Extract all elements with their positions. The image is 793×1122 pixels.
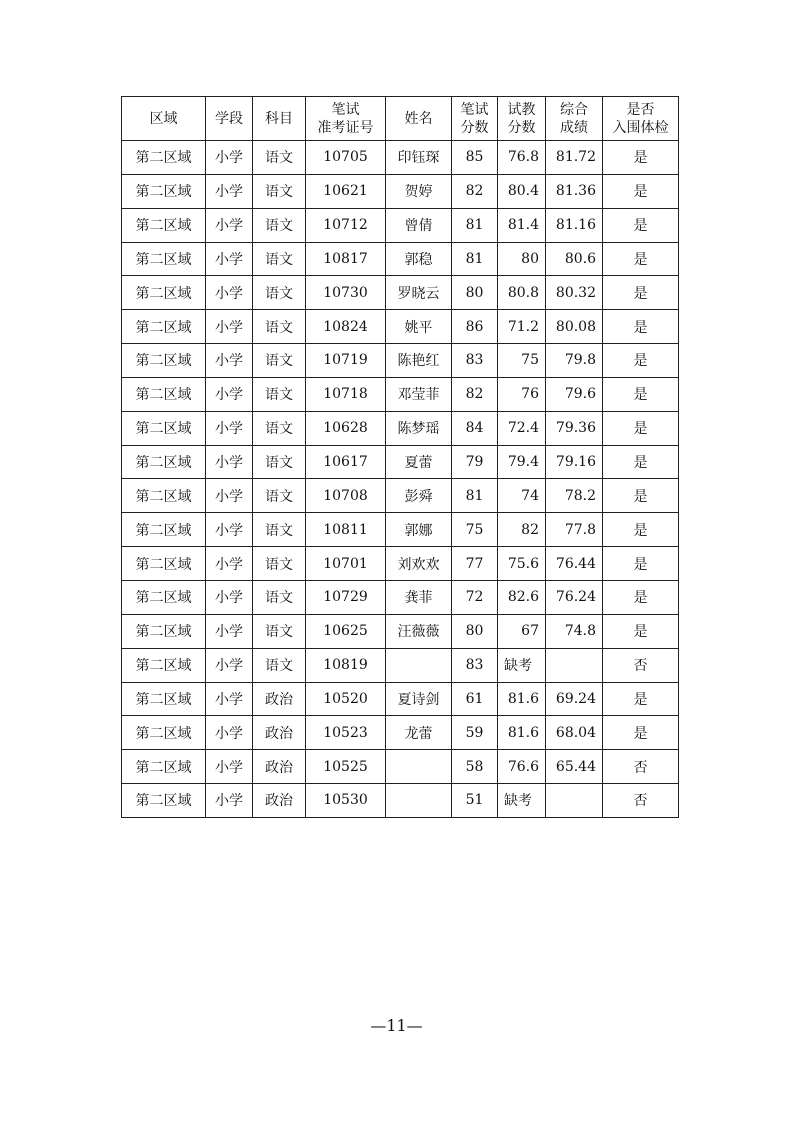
cell-teaching-score: 71.2 [498,310,546,344]
cell-shortlisted: 是 [603,377,679,411]
cell-name: 彭舜 [386,479,452,513]
cell-teaching-score: 67 [498,614,546,648]
cell-shortlisted: 是 [603,547,679,581]
cell-teaching-score: 80.4 [498,174,546,208]
header-subject: 科目 [253,97,306,141]
table-row [122,648,679,682]
cell-region: 第二区域 [122,174,206,208]
cell-shortlisted: 否 [603,648,679,682]
cell-written-score: 86 [452,310,498,344]
cell-total-score: 76.24 [546,580,603,614]
cell-subject: 语文 [253,310,306,344]
cell-subject: 政治 [253,784,306,818]
cell-total-score: 74.8 [546,614,603,648]
cell-stage: 小学 [206,141,253,175]
cell-written-score: 61 [452,682,498,716]
cell-teaching-score: 缺考 [498,784,546,818]
cell-total-score [546,784,603,818]
cell-shortlisted: 是 [603,716,679,750]
cell-exam-id: 10617 [306,445,386,479]
cell-teaching-score: 缺考 [498,648,546,682]
cell-region: 第二区域 [122,682,206,716]
cell-shortlisted: 是 [603,276,679,310]
cell-written-score: 75 [452,513,498,547]
cell-written-score: 82 [452,174,498,208]
cell-subject: 语文 [253,614,306,648]
cell-written-score: 83 [452,648,498,682]
cell-shortlisted: 否 [603,784,679,818]
table-row [122,276,679,310]
cell-name [386,750,452,784]
table-row [122,174,679,208]
cell-name: 陈梦瑶 [386,411,452,445]
cell-total-score: 80.32 [546,276,603,310]
cell-teaching-score: 82 [498,513,546,547]
cell-subject: 语文 [253,276,306,310]
header-teaching-score: 试教 分数 [498,97,546,141]
cell-written-score: 81 [452,242,498,276]
cell-region: 第二区域 [122,276,206,310]
cell-total-score: 68.04 [546,716,603,750]
cell-region: 第二区域 [122,614,206,648]
cell-stage: 小学 [206,682,253,716]
cell-written-score: 59 [452,716,498,750]
cell-exam-id: 10520 [306,682,386,716]
cell-subject: 语文 [253,648,306,682]
header-shortlisted: 是否 入围体检 [603,97,679,141]
cell-subject: 语文 [253,242,306,276]
cell-region: 第二区域 [122,479,206,513]
table-row [122,784,679,818]
cell-region: 第二区域 [122,377,206,411]
cell-written-score: 81 [452,208,498,242]
cell-subject: 政治 [253,750,306,784]
header-region: 区域 [122,97,206,141]
cell-stage: 小学 [206,310,253,344]
cell-shortlisted: 是 [603,614,679,648]
results-table [121,96,679,818]
cell-name: 曾倩 [386,208,452,242]
cell-stage: 小学 [206,750,253,784]
cell-shortlisted: 是 [603,411,679,445]
cell-exam-id: 10705 [306,141,386,175]
cell-teaching-score: 72.4 [498,411,546,445]
cell-exam-id: 10523 [306,716,386,750]
cell-shortlisted: 是 [603,445,679,479]
cell-teaching-score: 75.6 [498,547,546,581]
cell-stage: 小学 [206,411,253,445]
table-row [122,310,679,344]
cell-stage: 小学 [206,276,253,310]
cell-name: 龚菲 [386,580,452,614]
cell-subject: 语文 [253,208,306,242]
cell-stage: 小学 [206,784,253,818]
cell-region: 第二区域 [122,445,206,479]
cell-stage: 小学 [206,513,253,547]
cell-written-score: 82 [452,377,498,411]
cell-shortlisted: 是 [603,513,679,547]
cell-shortlisted: 是 [603,141,679,175]
cell-teaching-score: 80.8 [498,276,546,310]
cell-stage: 小学 [206,174,253,208]
cell-exam-id: 10530 [306,784,386,818]
cell-subject: 语文 [253,445,306,479]
cell-teaching-score: 80 [498,242,546,276]
table-row [122,208,679,242]
cell-subject: 语文 [253,580,306,614]
cell-subject: 语文 [253,547,306,581]
cell-subject: 语文 [253,513,306,547]
cell-written-score: 84 [452,411,498,445]
cell-name: 贺婷 [386,174,452,208]
cell-written-score: 80 [452,276,498,310]
page-number: —11— [370,1016,423,1035]
cell-name: 邓莹菲 [386,377,452,411]
cell-region: 第二区域 [122,208,206,242]
cell-name [386,784,452,818]
cell-region: 第二区域 [122,784,206,818]
cell-region: 第二区域 [122,716,206,750]
cell-name: 印钰琛 [386,141,452,175]
table-row [122,344,679,378]
cell-exam-id: 10628 [306,411,386,445]
cell-written-score: 80 [452,614,498,648]
cell-stage: 小学 [206,377,253,411]
cell-teaching-score: 82.6 [498,580,546,614]
table-row [122,513,679,547]
header-total-score: 综合 成绩 [546,97,603,141]
cell-total-score: 80.6 [546,242,603,276]
cell-region: 第二区域 [122,750,206,784]
cell-total-score: 79.16 [546,445,603,479]
cell-subject: 语文 [253,479,306,513]
cell-shortlisted: 是 [603,344,679,378]
cell-region: 第二区域 [122,580,206,614]
table-row [122,716,679,750]
cell-written-score: 58 [452,750,498,784]
cell-total-score: 77.8 [546,513,603,547]
cell-stage: 小学 [206,479,253,513]
cell-exam-id: 10625 [306,614,386,648]
cell-shortlisted: 是 [603,479,679,513]
cell-region: 第二区域 [122,310,206,344]
cell-total-score: 79.8 [546,344,603,378]
table-body [122,141,679,818]
cell-exam-id: 10819 [306,648,386,682]
table-row [122,580,679,614]
cell-teaching-score: 75 [498,344,546,378]
cell-shortlisted: 是 [603,580,679,614]
cell-shortlisted: 是 [603,208,679,242]
cell-teaching-score: 79.4 [498,445,546,479]
cell-name: 夏蕾 [386,445,452,479]
cell-region: 第二区域 [122,344,206,378]
cell-name: 陈艳红 [386,344,452,378]
cell-exam-id: 10729 [306,580,386,614]
table-row [122,377,679,411]
cell-subject: 语文 [253,141,306,175]
cell-total-score: 69.24 [546,682,603,716]
cell-teaching-score: 81.6 [498,716,546,750]
cell-written-score: 77 [452,547,498,581]
table-row [122,445,679,479]
cell-name: 罗晓云 [386,276,452,310]
cell-written-score: 72 [452,580,498,614]
cell-total-score: 81.16 [546,208,603,242]
cell-exam-id: 10525 [306,750,386,784]
cell-teaching-score: 81.4 [498,208,546,242]
header-stage: 学段 [206,97,253,141]
cell-exam-id: 10730 [306,276,386,310]
cell-teaching-score: 76.6 [498,750,546,784]
cell-name: 姚平 [386,310,452,344]
header-exam-id: 笔试 准考证号 [306,97,386,141]
cell-subject: 语文 [253,377,306,411]
table-row [122,411,679,445]
cell-stage: 小学 [206,547,253,581]
cell-stage: 小学 [206,580,253,614]
cell-stage: 小学 [206,344,253,378]
cell-total-score: 81.36 [546,174,603,208]
cell-region: 第二区域 [122,547,206,581]
cell-written-score: 81 [452,479,498,513]
cell-name: 夏诗剑 [386,682,452,716]
cell-stage: 小学 [206,614,253,648]
cell-total-score: 79.36 [546,411,603,445]
cell-total-score: 81.72 [546,141,603,175]
cell-teaching-score: 76 [498,377,546,411]
cell-exam-id: 10824 [306,310,386,344]
cell-stage: 小学 [206,648,253,682]
cell-exam-id: 10708 [306,479,386,513]
cell-written-score: 51 [452,784,498,818]
cell-stage: 小学 [206,242,253,276]
cell-written-score: 79 [452,445,498,479]
cell-stage: 小学 [206,716,253,750]
cell-written-score: 85 [452,141,498,175]
cell-name: 刘欢欢 [386,547,452,581]
cell-shortlisted: 是 [603,682,679,716]
table-row [122,141,679,175]
cell-exam-id: 10811 [306,513,386,547]
cell-region: 第二区域 [122,242,206,276]
cell-total-score: 79.6 [546,377,603,411]
cell-total-score: 76.44 [546,547,603,581]
cell-written-score: 83 [452,344,498,378]
cell-total-score: 80.08 [546,310,603,344]
cell-exam-id: 10718 [306,377,386,411]
cell-shortlisted: 是 [603,242,679,276]
cell-teaching-score: 74 [498,479,546,513]
cell-subject: 政治 [253,682,306,716]
cell-teaching-score: 76.8 [498,141,546,175]
cell-shortlisted: 是 [603,310,679,344]
cell-total-score [546,648,603,682]
cell-stage: 小学 [206,208,253,242]
cell-stage: 小学 [206,445,253,479]
cell-region: 第二区域 [122,141,206,175]
cell-subject: 语文 [253,344,306,378]
cell-name: 龙蕾 [386,716,452,750]
cell-name: 郭稳 [386,242,452,276]
cell-region: 第二区域 [122,648,206,682]
cell-region: 第二区域 [122,513,206,547]
table-row [122,479,679,513]
cell-exam-id: 10712 [306,208,386,242]
cell-name: 郭娜 [386,513,452,547]
table-row [122,682,679,716]
cell-subject: 语文 [253,174,306,208]
cell-name [386,648,452,682]
table-row [122,750,679,784]
cell-total-score: 65.44 [546,750,603,784]
cell-total-score: 78.2 [546,479,603,513]
header-row [122,97,679,141]
table-row [122,242,679,276]
cell-shortlisted: 是 [603,174,679,208]
table-row [122,614,679,648]
cell-teaching-score: 81.6 [498,682,546,716]
cell-exam-id: 10817 [306,242,386,276]
cell-exam-id: 10621 [306,174,386,208]
header-name: 姓名 [386,97,452,141]
cell-exam-id: 10719 [306,344,386,378]
header-written-score: 笔试 分数 [452,97,498,141]
cell-shortlisted: 否 [603,750,679,784]
cell-exam-id: 10701 [306,547,386,581]
cell-name: 汪薇薇 [386,614,452,648]
cell-subject: 政治 [253,716,306,750]
table-row [122,547,679,581]
cell-region: 第二区域 [122,411,206,445]
cell-subject: 语文 [253,411,306,445]
